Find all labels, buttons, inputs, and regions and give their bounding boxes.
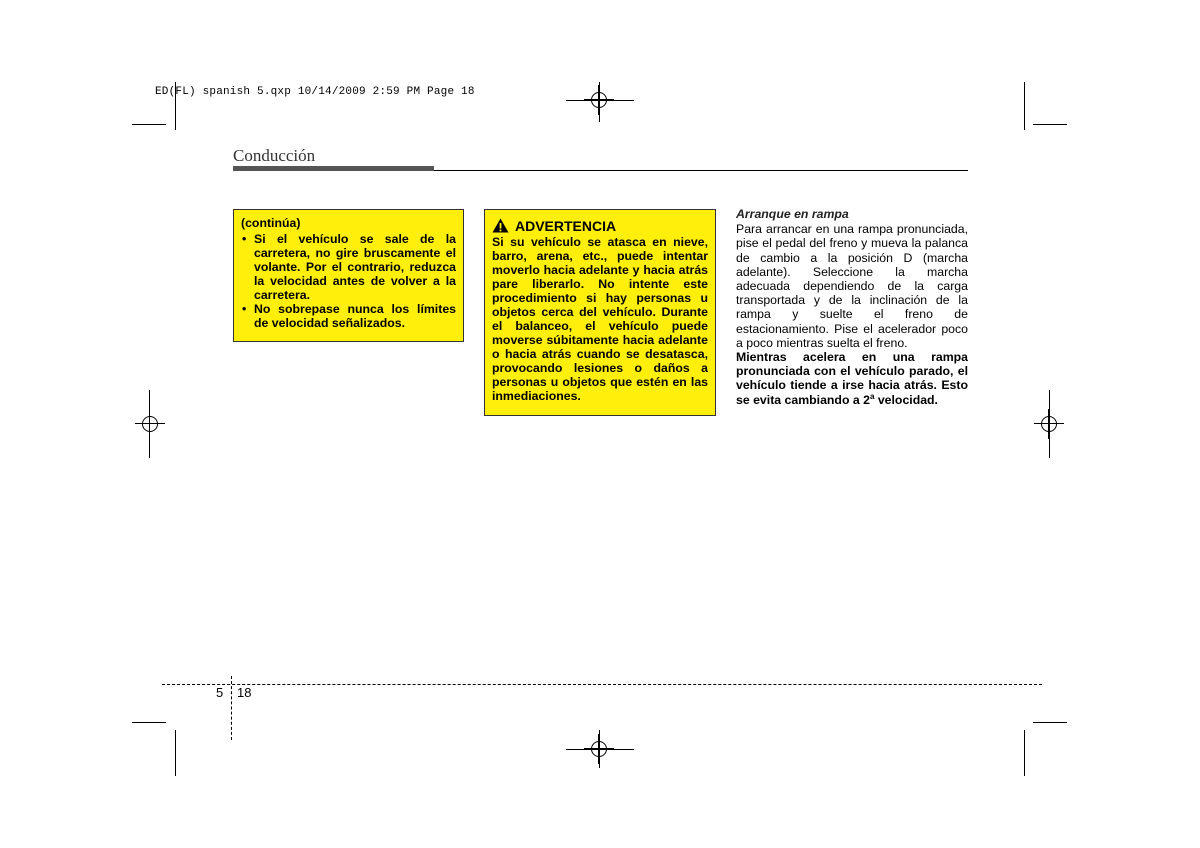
registration-axis	[1049, 390, 1050, 458]
crop-mark	[1033, 722, 1067, 723]
continued-note-box	[233, 209, 464, 342]
print-slug: ED(FL) spanish 5.qxp 10/14/2009 2:59 PM Page 18	[155, 86, 475, 98]
crop-mark	[175, 730, 176, 776]
registration-axis	[566, 749, 634, 750]
crop-mark	[1024, 82, 1025, 130]
footer-dashed-divider	[231, 676, 232, 740]
bullet-icon: •	[242, 302, 247, 316]
footer-dashed-rule	[162, 684, 1042, 685]
crop-mark	[1024, 730, 1025, 776]
crop-mark	[132, 722, 166, 723]
warning-box	[484, 209, 716, 416]
header-rule-thin	[434, 170, 968, 171]
registration-axis	[599, 730, 600, 768]
ramp-start-section	[736, 207, 968, 407]
registration-mark-icon	[135, 409, 165, 439]
registration-axis	[566, 100, 634, 101]
warning-header	[492, 218, 708, 233]
list-item: • No sobrepase nunca los límites de velocidad señalizados.	[242, 302, 456, 330]
continued-heading: (continúa)	[241, 216, 301, 230]
chapter-number: 5	[216, 685, 224, 700]
warning-text: Si su vehículo se atasca en nieve, barro, arena, etc., puede intentar moverlo hacia adelante y hacia atrás pare liberarlo. No intente este procedimiento si hay personas u objetos cerca del vehículo. Durante el balanceo, el vehículo puede moverse súbitamente hacia adelante o hacia atrás cuando se desatasca, provocando lesiones o daños a personas u objetos que estén en las inmediaciones.	[492, 235, 708, 403]
header-rule-thick	[233, 166, 434, 171]
list-item: • Si el vehículo se sale de la carretera, no gire bruscamente el volante. Por el contrario, reduzca la velocidad antes de volver a la carretera.	[242, 232, 456, 302]
warning-title: ADVERTENCIA	[515, 217, 617, 234]
continued-bullet-list	[241, 232, 456, 330]
section-title: Conducción	[233, 146, 316, 165]
ramp-subheading: Arranque en rampa	[736, 207, 849, 221]
warning-triangle-icon	[492, 218, 509, 233]
ordinal-superscript: a	[869, 391, 875, 401]
ramp-paragraph: Para arrancar en una rampa pronunciada, pise el pedal del freno y mueva la palanca de cambio a la posición D (marcha adelante). Seleccione la marcha adecuada dependiendo de la carga transportada y de la inclinación de la rampa y suelte el freno de estacionamiento. Pise el acelerador poco a poco mientras suelta el freno.	[736, 222, 968, 350]
registration-axis	[149, 390, 150, 458]
ramp-note: Mientras acelera en una rampa pronunciada con el vehículo parado, el vehículo tiende a irse hacia atrás. Esto se evita cambiando a 2$^a$ velocidad.	[736, 350, 968, 407]
page-number: 18	[237, 685, 252, 700]
crop-mark	[1033, 124, 1067, 125]
crop-mark	[132, 124, 166, 125]
registration-axis	[599, 82, 600, 122]
bullet-icon: •	[242, 232, 247, 246]
